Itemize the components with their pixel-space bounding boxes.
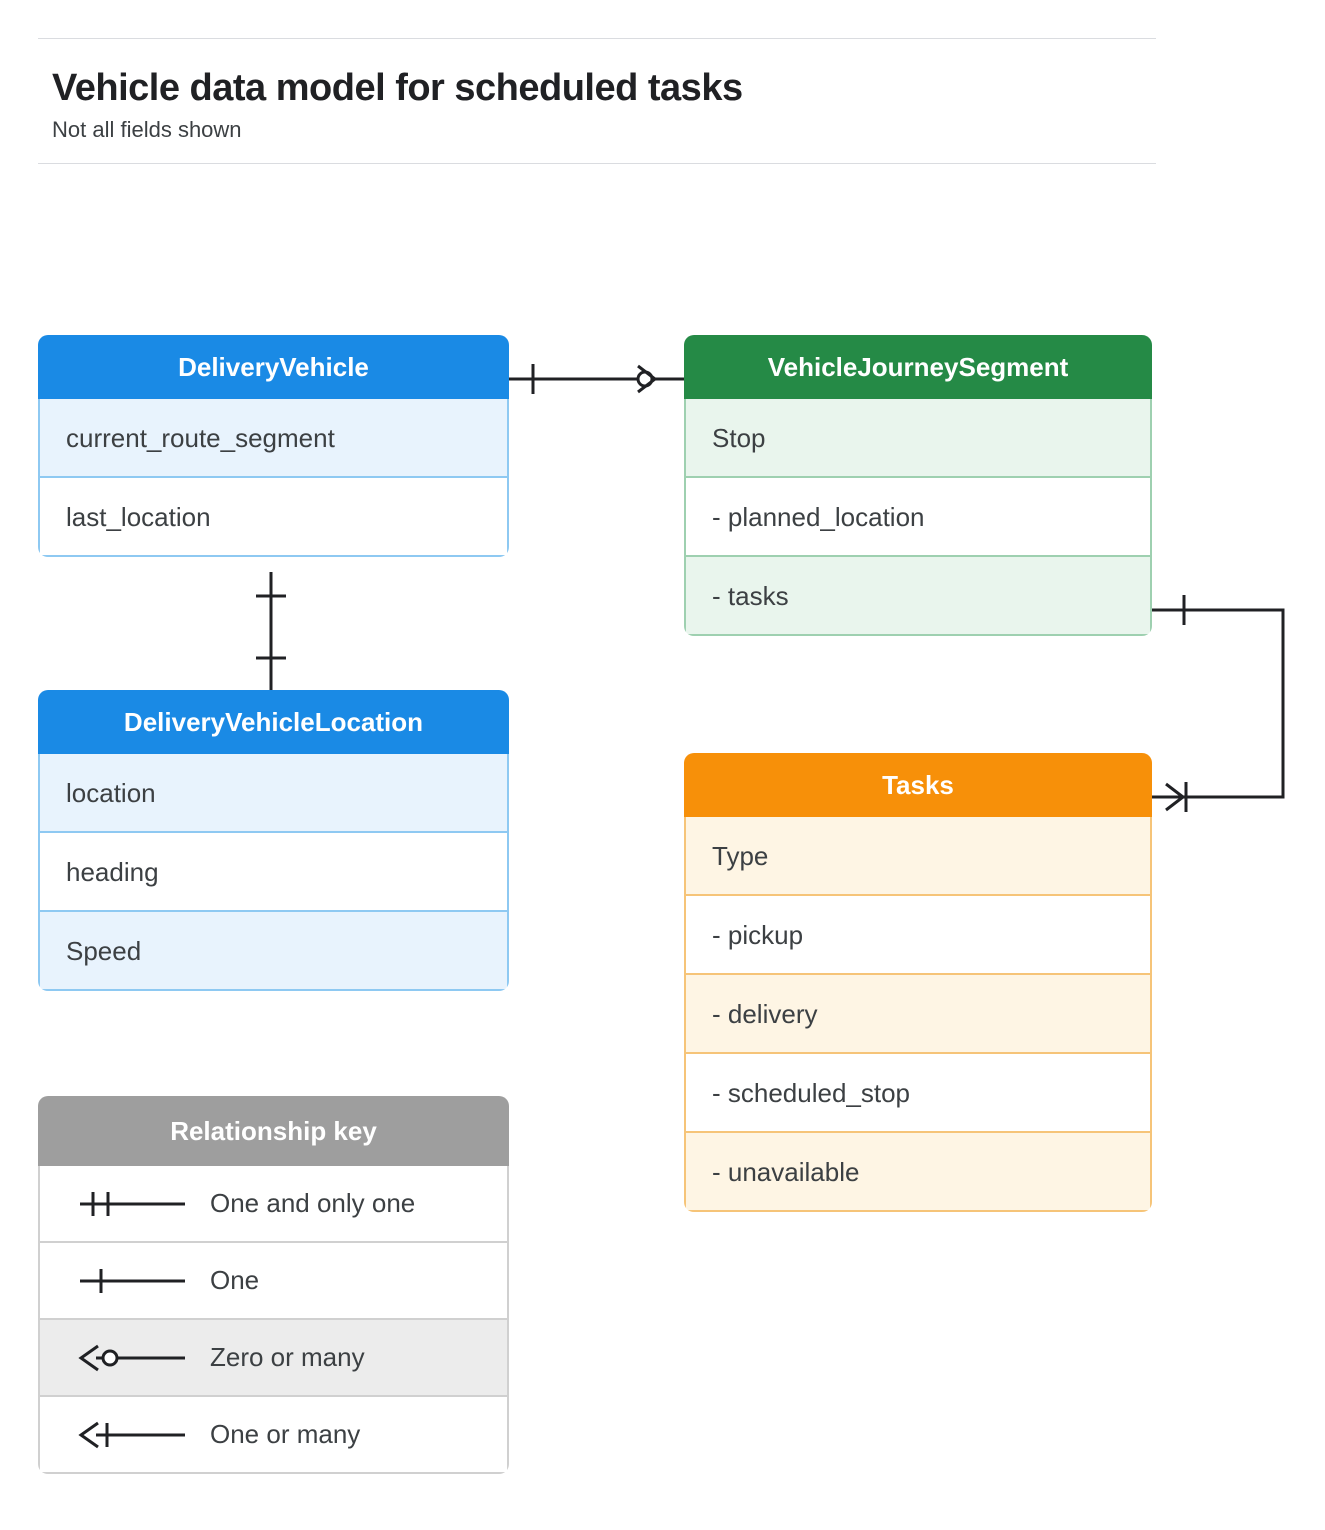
entity-title: DeliveryVehicle xyxy=(38,335,509,399)
legend-label: Zero or many xyxy=(210,1342,365,1372)
entity-field: Type xyxy=(684,817,1152,896)
entity-title: VehicleJourneySegment xyxy=(684,335,1152,399)
entity-field: - tasks xyxy=(684,557,1152,636)
entity-field: - pickup xyxy=(684,896,1152,975)
legend-label: One or many xyxy=(210,1419,361,1449)
legend-item xyxy=(38,1397,509,1474)
one-and-only-one-icon xyxy=(40,1189,210,1219)
entity-vehicle-journey-segment[interactable] xyxy=(684,335,1152,636)
entity-delivery-vehicle-location[interactable] xyxy=(38,690,509,991)
one-icon xyxy=(40,1266,210,1296)
page-header xyxy=(38,38,1156,164)
relationship-key xyxy=(38,1096,509,1474)
page-title: Vehicle data model for scheduled tasks xyxy=(52,67,743,109)
legend-item xyxy=(38,1166,509,1243)
legend-item xyxy=(38,1320,509,1397)
legend-label: One xyxy=(210,1265,260,1295)
legend-label: One and only one xyxy=(210,1188,416,1218)
entity-field: location xyxy=(38,754,509,833)
entity-field: - scheduled_stop xyxy=(684,1054,1152,1133)
entity-delivery-vehicle[interactable] xyxy=(38,335,509,557)
legend-item xyxy=(38,1243,509,1320)
one-or-many-icon xyxy=(40,1420,210,1450)
page-subtitle: Not all fields shown xyxy=(52,116,242,142)
entity-tasks[interactable] xyxy=(684,753,1152,1212)
zero-or-many-icon xyxy=(40,1343,210,1373)
entity-field: - delivery xyxy=(684,975,1152,1054)
entity-title: DeliveryVehicleLocation xyxy=(38,690,509,754)
entity-field: last_location xyxy=(38,478,509,557)
entity-field: Stop xyxy=(684,399,1152,478)
relationship-key-title: Relationship key xyxy=(38,1096,509,1166)
entity-field: - unavailable xyxy=(684,1133,1152,1212)
entity-field: heading xyxy=(38,833,509,912)
entity-field: Speed xyxy=(38,912,509,991)
entity-title: Tasks xyxy=(684,753,1152,817)
entity-field: - planned_location xyxy=(684,478,1152,557)
entity-field: current_route_segment xyxy=(38,399,509,478)
